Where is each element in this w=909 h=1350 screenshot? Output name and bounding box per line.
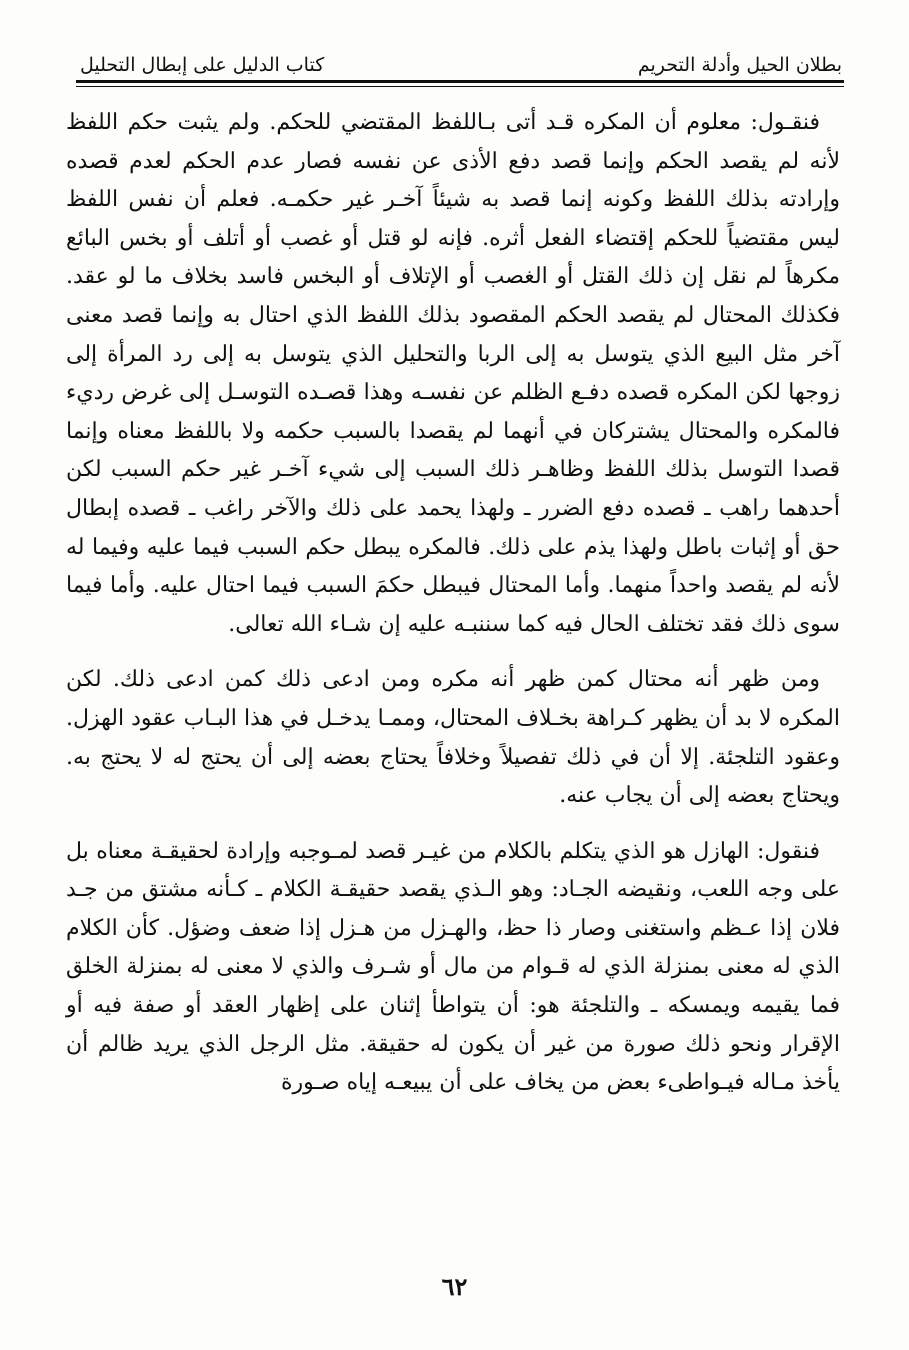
- paragraph: ومن ظهر أنه محتال كمن ظهر أنه مكره ومن ادعى ذلك كمن ادعى ذلك. لكن المكره لا بد أن يظهر كـراهة بخـلاف المحتال، وممـا يدخـل في هذا البـاب عقود الهزل. وعقود التلجئة. إلا أن في ذلك تفصيلاً وخلافاً يحتاج بعضه إلى أن يحتج له لا يحتج به. ويحتاج بعضه إلى أن يجاب عنه.: [66, 667, 840, 809]
- paragraph: فنقول: الهازل هو الذي يتكلم بالكلام من غيـر قصد لمـوجبه وإرادة لحقيقـة معناه بل على وجه اللعب، ونقيضه الجـاد: وهو الـذي يقصد حقيقـة الكلام ـ كـأنه مشتق من جـد فلان إذا عـظم واستغنى وصار ذا حظ، والهـزل من هـزل إذا ضعف وضؤل. كأن الكلام الذي له معنى بمنزلة الذي له قـوام من مال أو شـرف والذي لا معنى له بمنزلة الخلق فما يقيمه ويمسكه ـ والتلجئة هو: أن يتواطأ إثنان على إظهار العقد أو صفة فيه أو الإقرار ونحو ذلك صورة من غير أن يكون له حقيقة. مثل الرجل الذي يريد ظالم أن يأخذ مـاله فيـواطىء بعض من يخاف على أن يبيعـه إياه صـورة: [66, 838, 840, 1096]
- header-rule-thin: [76, 86, 844, 87]
- body-text: [66, 104, 840, 1103]
- paragraph: فنقـول: معلوم أن المكره قـد أتى بـاللفظ المقتضي للحكم. ولم يثبت حكم اللفظ لأنه لم يقصد الحكم وإنما قصد دفع الأذى عن نفسه فصار عدم الحكم لعدم قصده وإرادته بذلك اللفظ وكونه إنما قصد به شيئاً آخـر غير حكمـه. فعلم أن نفس اللفظ ليس مقتضياً للحكم إقتضاء الفعل أثره. فإنه لو قتل أو غصب أو أتلف أو بخس البائع مكرهاً لم نقل إن ذلك القتل أو الغصب أو الإتلاف أو البخس فاسد بخلاف ما لو عقد. فكذلك المحتال لم يقصد الحكم المقصود بذلك اللفظ الذي احتال به وإنما قصد معنى آخر مثل البيع الذي يتوسل به إلى الربا والتحليل الذي يتوسل به إلى رد المرأة إلى زوجها لكن المكره قصده دفـع الظلم عن نفسـه وهذا قصـده التوسـل إلى غرض رديء فالمكره والمحتال يشتركان في أنهما لم يقصدا بالسبب حكمه ولا باللفظ معناه وإنما قصدا التوسل بذلك اللفظ وظاهـر ذلك السبب إلى شيء آخـر غير حكم السبب لكن أحدهما راهب ـ قصده دفع الضرر ـ ولهذا يحمد على ذلك والآخر راغب ـ قصده إبطال حق أو إثبات باطل ولهذا يذم على ذلك. فالمكره يبطل حكم السبب فيما عليه وفيما له لأنه لم يقصد واحداً منهما. وأما المحتال فيبطل حكمَ السبب فيما احتال عليه. وأما فيما سوى ذلك فقد تختلف الحال فيه كما سننبـه عليه إن شـاء الله تعالى.: [66, 110, 840, 637]
- running-header: [80, 42, 842, 76]
- header-rule-thick: [76, 80, 844, 83]
- header-book-title: كتاب الدليل على إبطال التحليل: [80, 54, 325, 76]
- header-section-title: بطلان الحيل وأدلة التحريم: [637, 54, 842, 76]
- page-number: ٦٢: [441, 1272, 468, 1301]
